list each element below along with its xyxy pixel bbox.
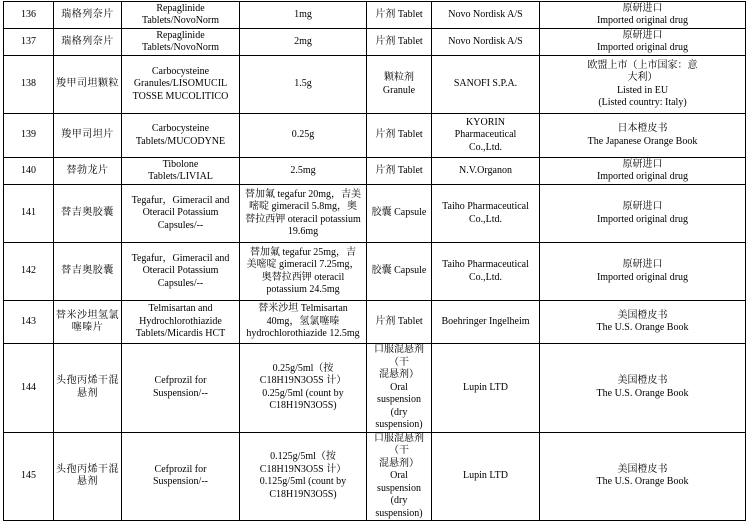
table-row [4, 432, 746, 521]
source-note-cell: 原研进口 Imported original drug [540, 185, 746, 243]
english-name-cell: Telmisartan and Hydrochlorothiazide Tablets/Micardis HCT [122, 301, 240, 344]
chinese-name-cell: 头孢丙烯干混 悬剂 [54, 344, 122, 433]
company-name-cell: Taiho Pharmaceutical Co.,Ltd. [432, 185, 540, 243]
dosage-form-cell: 片剂 Tablet [367, 114, 432, 158]
row-number-cell: 137 [4, 29, 54, 56]
table-row [4, 301, 746, 344]
english-name-cell: Tegafur，Gimeracil and Oteracil Potassium Capsules/-- [122, 243, 240, 301]
table-row [4, 114, 746, 158]
english-name-cell: Tegafur，Gimeracil and Oteracil Potassium Capsules/-- [122, 185, 240, 243]
row-number-cell: 142 [4, 243, 54, 301]
table-row [4, 158, 746, 185]
row-number-cell: 140 [4, 158, 54, 185]
source-note-cell: 美国橙皮书 The U.S. Orange Book [540, 344, 746, 433]
company-name-cell: Boehringer Ingelheim [432, 301, 540, 344]
dosage-form-cell: 胶囊 Capsule [367, 243, 432, 301]
row-number-cell: 139 [4, 114, 54, 158]
english-name-cell: Carbocysteine Tablets/MUCODYNE [122, 114, 240, 158]
row-number-cell: 144 [4, 344, 54, 433]
row-number-cell: 136 [4, 2, 54, 29]
english-name-cell: Carbocysteine Granules/LISOMUCIL TOSSE MUCOLITICO [122, 56, 240, 114]
source-note-cell: 原研进口 Imported original drug [540, 243, 746, 301]
english-name-cell: Repaglinide Tablets/NovoNorm [122, 29, 240, 56]
company-name-cell: Lupin LTD [432, 344, 540, 433]
dosage-form-cell: 片剂 Tablet [367, 2, 432, 29]
specification-cell: 1.5g [240, 56, 367, 114]
chinese-name-cell: 替米沙坦氢氯 噻嗪片 [54, 301, 122, 344]
row-number-cell: 141 [4, 185, 54, 243]
company-name-cell: Lupin LTD [432, 432, 540, 521]
dosage-form-cell: 颗粒剂 Granule [367, 56, 432, 114]
company-name-cell: Novo Nordisk A/S [432, 29, 540, 56]
chinese-name-cell: 羧甲司坦片 [54, 114, 122, 158]
english-name-cell: Repaglinide Tablets/NovoNorm [122, 2, 240, 29]
specification-cell: 0.25g/5ml（按 C18H19N3O5S 计） 0.25g/5ml (count by C18H19N3O5S) [240, 344, 367, 433]
table-row [4, 185, 746, 243]
specification-cell: 2.5mg [240, 158, 367, 185]
company-name-cell: KYORIN Pharmaceutical Co.,Ltd. [432, 114, 540, 158]
dosage-form-cell: 口服混悬剂（干 混悬剂） Oral suspension (dry suspension) [367, 432, 432, 521]
specification-cell: 替米沙坦 Telmisartan 40mg，氢氯噻嗪 hydrochlorothiazide 12.5mg [240, 301, 367, 344]
dosage-form-cell: 口服混悬剂（干 混悬剂） Oral suspension (dry suspension) [367, 344, 432, 433]
source-note-cell: 美国橙皮书 The U.S. Orange Book [540, 301, 746, 344]
source-note-cell: 原研进口 Imported original drug [540, 158, 746, 185]
source-note-cell: 美国橙皮书 The U.S. Orange Book [540, 432, 746, 521]
company-name-cell: N.V.Organon [432, 158, 540, 185]
chinese-name-cell: 瑞格列奈片 [54, 29, 122, 56]
specification-cell: 替加氟 tegafur 25mg，吉 美嘧啶 gimeracil 7.25mg， 奥替拉西钾 oteracil potassium 24.5mg [240, 243, 367, 301]
table-row [4, 56, 746, 114]
table-body [4, 2, 746, 521]
english-name-cell: Cefprozil for Suspension/-- [122, 432, 240, 521]
chinese-name-cell: 替吉奥胶囊 [54, 185, 122, 243]
specification-cell: 1mg [240, 2, 367, 29]
company-name-cell: SANOFI S.P.A. [432, 56, 540, 114]
source-note-cell: 原研进口 Imported original drug [540, 29, 746, 56]
dosage-form-cell: 片剂 Tablet [367, 158, 432, 185]
english-name-cell: Tibolone Tablets/LIVIAL [122, 158, 240, 185]
specification-cell: 替加氟 tegafur 20mg，吉美 嘧啶 gimeracil 5.8mg，奥 替拉西钾 oteracil potassium 19.6mg [240, 185, 367, 243]
english-name-cell: Cefprozil for Suspension/-- [122, 344, 240, 433]
dosage-form-cell: 胶囊 Capsule [367, 185, 432, 243]
chinese-name-cell: 头孢丙烯干混 悬剂 [54, 432, 122, 521]
source-note-cell: 日本橙皮书 The Japanese Orange Book [540, 114, 746, 158]
specification-cell: 0.25g [240, 114, 367, 158]
table-row [4, 344, 746, 433]
source-note-cell: 原研进口 Imported original drug [540, 2, 746, 29]
chinese-name-cell: 羧甲司坦颗粒 [54, 56, 122, 114]
table-row [4, 2, 746, 29]
specification-cell: 0.125g/5ml（按 C18H19N3O5S 计） 0.125g/5ml (count by C18H19N3O5S) [240, 432, 367, 521]
chinese-name-cell: 替吉奥胶囊 [54, 243, 122, 301]
company-name-cell: Novo Nordisk A/S [432, 2, 540, 29]
drug-list-table [3, 1, 746, 521]
row-number-cell: 138 [4, 56, 54, 114]
table-row [4, 243, 746, 301]
row-number-cell: 145 [4, 432, 54, 521]
source-note-cell: 欧盟上市（上市国家：意 大利） Listed in EU (Listed country: Italy) [540, 56, 746, 114]
chinese-name-cell: 瑞格列奈片 [54, 2, 122, 29]
company-name-cell: Taiho Pharmaceutical Co.,Ltd. [432, 243, 540, 301]
dosage-form-cell: 片剂 Tablet [367, 301, 432, 344]
specification-cell: 2mg [240, 29, 367, 56]
dosage-form-cell: 片剂 Tablet [367, 29, 432, 56]
chinese-name-cell: 替勃龙片 [54, 158, 122, 185]
row-number-cell: 143 [4, 301, 54, 344]
table-row [4, 29, 746, 56]
